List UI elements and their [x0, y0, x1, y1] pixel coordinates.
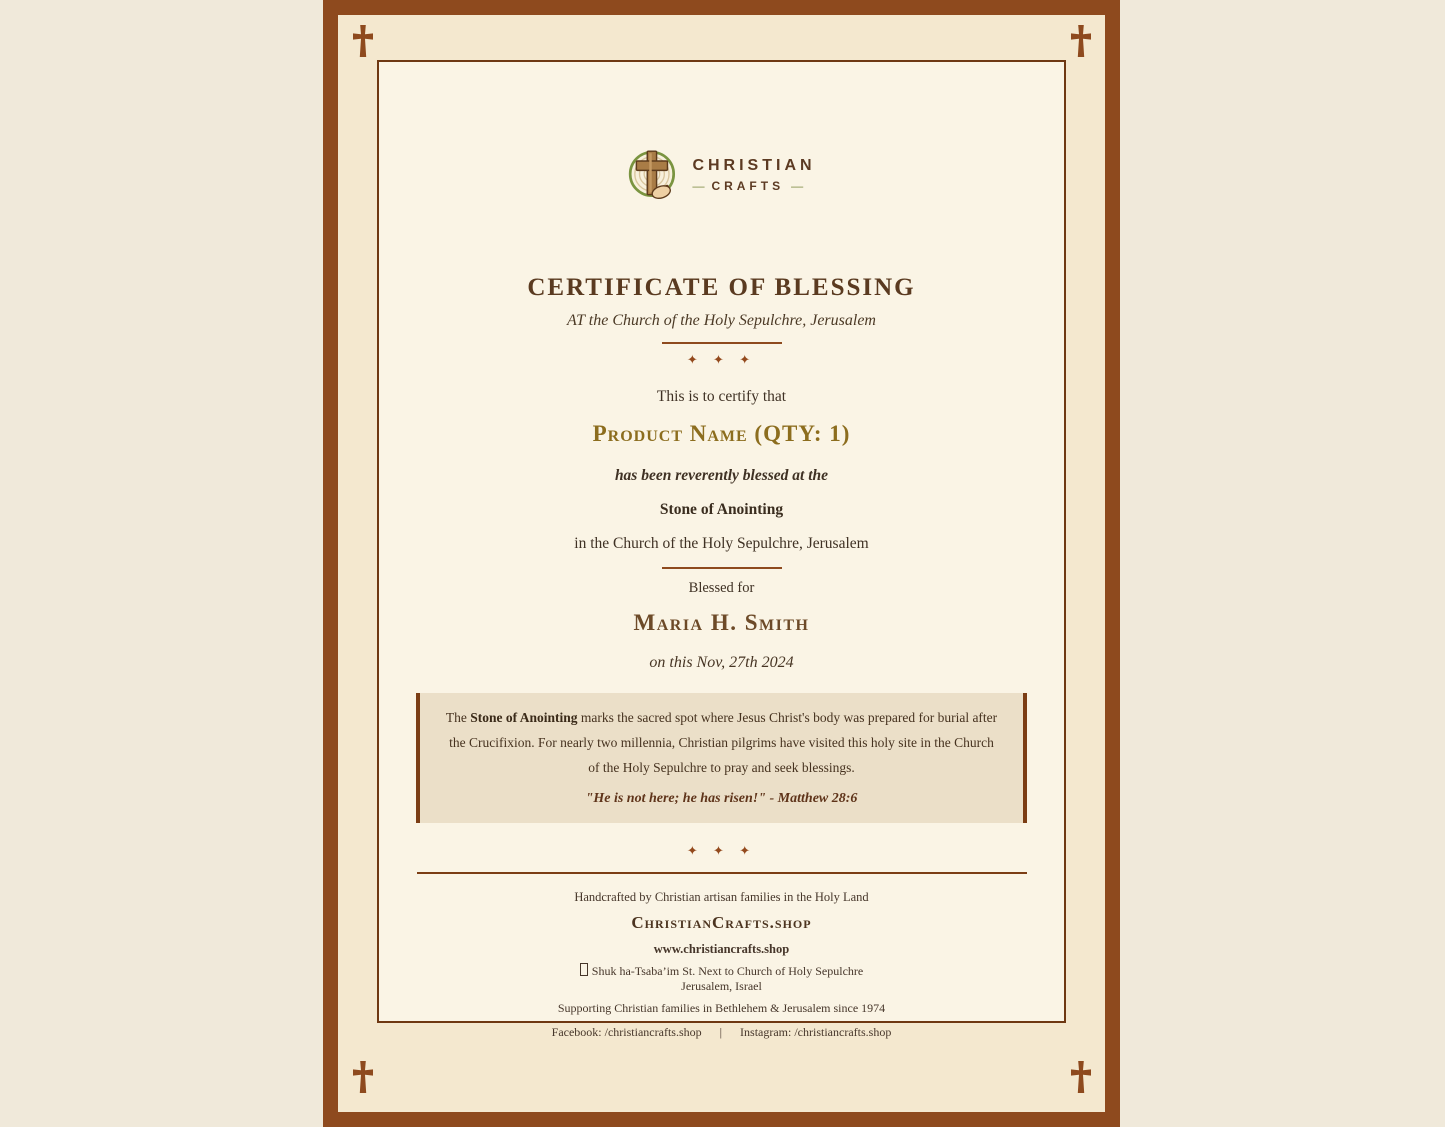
address-street: Shuk ha-Tsaba’im St. Next to Church of Holy Sepulchre — [591, 963, 864, 978]
latin-cross-icon — [1070, 25, 1092, 57]
stone-of-anointing-info-box — [416, 693, 1027, 823]
blessed-line: has been reverently blessed at the — [614, 467, 829, 484]
church-line: in the Church of the Holy Sepulchre, Jerusalem — [574, 535, 869, 552]
latin-cross-icon — [352, 25, 374, 57]
info-text-rest: marks the sacred spot where Jesus Christ's body was prepared for burial after the Crucifixion. For nearly two millennia, Christian pilgrims have visited this holy site in the Church of the Holy Sepulchre to pray and seek blessings. — [449, 710, 998, 775]
brand-wordmark — [692, 158, 815, 192]
recipient-name: Maria H. Smith — [633, 610, 810, 635]
address-line-1 — [379, 963, 1064, 979]
footer-brand-name: ChristianCrafts.shop — [631, 912, 812, 932]
certify-line: This is to certify that — [656, 388, 787, 405]
brand-name-bottom: CRAFTS — [711, 179, 785, 193]
product-name: Product Name (QTY: 1) — [592, 421, 851, 446]
website-url: www.christiancrafts.shop — [653, 941, 790, 956]
certificate-sheet — [377, 60, 1066, 1039]
address-line-2: Jerusalem, Israel — [681, 978, 762, 993]
instagram-handle: Instagram: /christiancrafts.shop — [740, 1024, 892, 1039]
footer-divider — [417, 872, 1027, 874]
wordmark-dash-icon: — — [692, 179, 705, 193]
brand-logo — [379, 146, 1064, 204]
certificate-card — [323, 0, 1120, 1127]
info-text-bold: Stone of Anointing — [470, 710, 578, 725]
latin-cross-icon — [1070, 1061, 1092, 1093]
supporting-line: Supporting Christian families in Bethlehem & Jerusalem since 1974 — [557, 1000, 886, 1015]
certificate-title: CERTIFICATE OF BLESSING — [527, 274, 916, 301]
blessing-date: on this Nov, 27th 2024 — [649, 654, 794, 671]
certificate-subtitle: AT the Church of the Holy Sepulchre, Jerusalem — [567, 312, 876, 329]
latin-cross-icon — [352, 1061, 374, 1093]
info-text-prefix: The — [445, 710, 471, 725]
title-divider — [662, 342, 782, 344]
facebook-handle: Facebook: /christiancrafts.shop — [551, 1024, 702, 1039]
christian-crafts-badge-icon — [627, 146, 681, 204]
blessed-for-label: Blessed for — [688, 580, 755, 596]
brand-name-top: CHRISTIAN — [692, 157, 816, 174]
diamond-ornament: ✦ ✦ ✦ — [686, 842, 757, 858]
info-box-text — [444, 706, 999, 781]
social-line — [379, 1025, 1064, 1040]
wordmark-dash-icon: — — [791, 179, 804, 193]
blessed-for-divider — [662, 567, 782, 569]
diamond-ornament: ✦ ✦ ✦ — [686, 352, 757, 367]
handcrafted-line: Handcrafted by Christian artisan families in the Holy Land — [574, 889, 869, 904]
missing-glyph-box-icon — [580, 963, 588, 976]
separator-pipe: | — [719, 1024, 723, 1039]
blessing-site-name: Stone of Anointing — [659, 501, 784, 518]
scripture-quote: "He is not here; he has risen!" - Matthew 28:6 — [585, 790, 858, 806]
